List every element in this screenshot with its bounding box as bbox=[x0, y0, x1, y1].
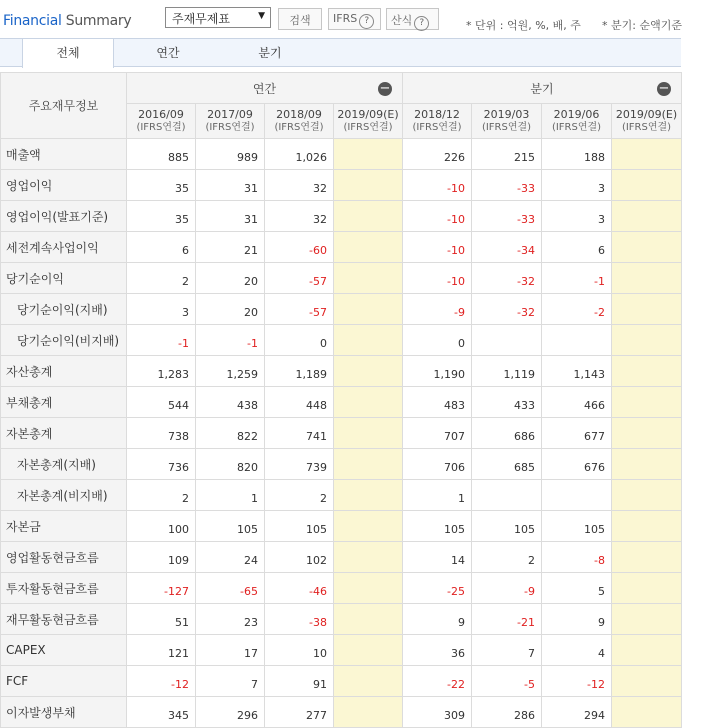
table-cell bbox=[542, 325, 612, 356]
table-cell: 820 bbox=[196, 449, 265, 480]
brand-title-part1: Financial bbox=[3, 13, 62, 29]
table-cell: -12 bbox=[542, 666, 612, 697]
table-cell bbox=[612, 170, 682, 201]
table-cell: -46 bbox=[265, 573, 334, 604]
table-cell: -9 bbox=[403, 294, 472, 325]
table-cell bbox=[612, 604, 682, 635]
table-cell bbox=[472, 325, 542, 356]
table-cell: -10 bbox=[403, 201, 472, 232]
table-cell bbox=[334, 604, 403, 635]
table-row bbox=[1, 356, 682, 387]
question-circle-icon: ? bbox=[359, 14, 374, 29]
table-row bbox=[1, 201, 682, 232]
table-cell bbox=[334, 356, 403, 387]
table-cell: 1 bbox=[196, 480, 265, 511]
table-cell: -32 bbox=[472, 263, 542, 294]
table-cell bbox=[334, 387, 403, 418]
table-row bbox=[1, 232, 682, 263]
table-cell: 1 bbox=[403, 480, 472, 511]
period-date: 2018/09 bbox=[276, 108, 322, 121]
table-cell: 121 bbox=[127, 635, 196, 666]
table-row bbox=[1, 635, 682, 666]
table-cell: 51 bbox=[127, 604, 196, 635]
table-cell bbox=[334, 666, 403, 697]
table-row bbox=[1, 604, 682, 635]
table-cell: 23 bbox=[196, 604, 265, 635]
period-basis: (IFRS연결) bbox=[136, 122, 186, 133]
period-date: 2017/09 bbox=[207, 108, 253, 121]
table-row bbox=[1, 449, 682, 480]
period-basis: (IFRS연결) bbox=[274, 122, 324, 133]
page-title bbox=[3, 13, 131, 29]
table-cell bbox=[612, 139, 682, 170]
table-cell: 35 bbox=[127, 201, 196, 232]
period-header bbox=[612, 104, 682, 139]
table-cell: 738 bbox=[127, 418, 196, 449]
period-basis: (IFRS연결) bbox=[412, 122, 462, 133]
table-cell bbox=[612, 542, 682, 573]
table-cell: 188 bbox=[542, 139, 612, 170]
table-cell bbox=[334, 139, 403, 170]
table-cell: 685 bbox=[472, 449, 542, 480]
table-cell bbox=[612, 480, 682, 511]
row-label: 세전계속사업이익 bbox=[1, 232, 127, 263]
table-cell: 1,143 bbox=[542, 356, 612, 387]
quarter-group-label: 분기 bbox=[530, 81, 554, 96]
table-cell: 739 bbox=[265, 449, 334, 480]
table-cell bbox=[334, 480, 403, 511]
table-cell: 105 bbox=[265, 511, 334, 542]
table-cell: 6 bbox=[542, 232, 612, 263]
table-cell: -32 bbox=[472, 294, 542, 325]
row-header: 주요재무정보 bbox=[1, 73, 127, 139]
table-row bbox=[1, 697, 682, 728]
table-cell: 109 bbox=[127, 542, 196, 573]
unit-note: * 단위 : 억원, %, 배, 주 bbox=[466, 19, 581, 32]
table-cell: 706 bbox=[403, 449, 472, 480]
table-cell: 10 bbox=[265, 635, 334, 666]
table-cell bbox=[612, 263, 682, 294]
table-cell: -57 bbox=[265, 294, 334, 325]
table-cell: -65 bbox=[196, 573, 265, 604]
table-cell: -1 bbox=[542, 263, 612, 294]
search-button[interactable] bbox=[278, 8, 322, 30]
table-cell: -22 bbox=[403, 666, 472, 697]
tab-quarter[interactable]: 분기 bbox=[258, 46, 282, 60]
table-cell: 17 bbox=[196, 635, 265, 666]
table-cell: 9 bbox=[403, 604, 472, 635]
table-cell: -5 bbox=[472, 666, 542, 697]
table-cell: 7 bbox=[196, 666, 265, 697]
table-cell: 544 bbox=[127, 387, 196, 418]
table-cell: 2 bbox=[265, 480, 334, 511]
table-cell: 105 bbox=[196, 511, 265, 542]
financial-summary-table bbox=[0, 72, 682, 728]
table-row bbox=[1, 294, 682, 325]
statement-type-select[interactable] bbox=[165, 7, 271, 28]
table-cell: 1,190 bbox=[403, 356, 472, 387]
period-header bbox=[542, 104, 612, 139]
row-label: 재무활동현금흐름 bbox=[1, 604, 127, 635]
brand-title-part2: Summary bbox=[65, 13, 132, 29]
table-cell bbox=[334, 449, 403, 480]
table-cell: 466 bbox=[542, 387, 612, 418]
table-cell: 677 bbox=[542, 418, 612, 449]
table-cell: 885 bbox=[127, 139, 196, 170]
table-row bbox=[1, 418, 682, 449]
tab-annual[interactable]: 연간 bbox=[156, 46, 180, 60]
table-cell bbox=[612, 666, 682, 697]
table-cell bbox=[612, 635, 682, 666]
period-header bbox=[403, 104, 472, 139]
question-circle-icon: ? bbox=[414, 16, 429, 31]
table-cell: -9 bbox=[472, 573, 542, 604]
table-cell: -12 bbox=[127, 666, 196, 697]
row-label: 자본총계(비지배) bbox=[1, 480, 127, 511]
table-cell bbox=[334, 325, 403, 356]
table-row bbox=[1, 139, 682, 170]
table-cell: 294 bbox=[542, 697, 612, 728]
row-label: 매출액 bbox=[1, 139, 127, 170]
period-header bbox=[265, 104, 334, 139]
table-cell: 35 bbox=[127, 170, 196, 201]
table-cell: 31 bbox=[196, 201, 265, 232]
table-cell: 3 bbox=[542, 170, 612, 201]
table-cell: -10 bbox=[403, 170, 472, 201]
annual-group-header bbox=[127, 73, 403, 104]
table-cell: -10 bbox=[403, 263, 472, 294]
table-cell bbox=[612, 294, 682, 325]
period-date: 2019/06 bbox=[553, 108, 600, 121]
table-cell: 707 bbox=[403, 418, 472, 449]
table-cell: -1 bbox=[196, 325, 265, 356]
period-header bbox=[472, 104, 542, 139]
annual-group-label: 연간 bbox=[252, 81, 277, 96]
table-cell bbox=[612, 325, 682, 356]
table-cell bbox=[334, 294, 403, 325]
table-cell: -2 bbox=[542, 294, 612, 325]
period-header bbox=[334, 104, 403, 139]
period-date: 2018/12 bbox=[414, 108, 460, 121]
table-cell: 1,026 bbox=[265, 139, 334, 170]
row-label: 당기순이익(비지배) bbox=[1, 325, 127, 356]
table-cell: 296 bbox=[196, 697, 265, 728]
formula-button[interactable] bbox=[386, 8, 439, 30]
minus-circle-icon[interactable]: − bbox=[658, 81, 670, 96]
ifrs-button-label: IFRS bbox=[333, 12, 358, 25]
table-cell: 1,119 bbox=[472, 356, 542, 387]
table-cell: 105 bbox=[403, 511, 472, 542]
table-cell: 4 bbox=[542, 635, 612, 666]
row-label: 자본금 bbox=[1, 511, 127, 542]
table-cell: -60 bbox=[265, 232, 334, 263]
table-cell bbox=[612, 232, 682, 263]
quarter-group-header bbox=[403, 73, 682, 104]
table-cell bbox=[612, 201, 682, 232]
table-cell bbox=[612, 356, 682, 387]
period-date: 2019/03 bbox=[483, 108, 530, 121]
table-row bbox=[1, 263, 682, 294]
formula-button-label: 산식 bbox=[391, 14, 413, 27]
row-label: 당기순이익 bbox=[1, 263, 127, 294]
table-cell: -10 bbox=[403, 232, 472, 263]
period-basis: (IFRS연결) bbox=[481, 122, 532, 133]
period-basis: (IFRS연결) bbox=[551, 122, 602, 133]
table-cell: 0 bbox=[265, 325, 334, 356]
table-cell: 102 bbox=[265, 542, 334, 573]
table-cell: 286 bbox=[472, 697, 542, 728]
table-row bbox=[1, 170, 682, 201]
table-cell: -57 bbox=[265, 263, 334, 294]
table-cell: 1,259 bbox=[196, 356, 265, 387]
table-cell: 2 bbox=[127, 263, 196, 294]
table-cell: 91 bbox=[265, 666, 334, 697]
row-label: 자산총계 bbox=[1, 356, 127, 387]
table-cell bbox=[334, 573, 403, 604]
tab-all[interactable]: 전체 bbox=[22, 39, 114, 68]
table-cell: 0 bbox=[403, 325, 472, 356]
table-cell: 686 bbox=[472, 418, 542, 449]
table-row bbox=[1, 511, 682, 542]
table-cell: 20 bbox=[196, 294, 265, 325]
row-label: 당기순이익(지배) bbox=[1, 294, 127, 325]
table-cell bbox=[334, 511, 403, 542]
table-cell: 20 bbox=[196, 263, 265, 294]
table-cell: 31 bbox=[196, 170, 265, 201]
table-cell: -21 bbox=[472, 604, 542, 635]
table-cell: 14 bbox=[403, 542, 472, 573]
table-cell: -33 bbox=[472, 201, 542, 232]
table-cell bbox=[334, 697, 403, 728]
period-basis: (IFRS연결) bbox=[205, 122, 255, 133]
row-label: 투자활동현금흐름 bbox=[1, 573, 127, 604]
period-basis: (IFRS연결) bbox=[621, 122, 672, 133]
table-cell: 24 bbox=[196, 542, 265, 573]
table-cell: 1,283 bbox=[127, 356, 196, 387]
period-basis: (IFRS연결) bbox=[343, 122, 393, 133]
table-cell: 100 bbox=[127, 511, 196, 542]
period-header bbox=[196, 104, 265, 139]
table-cell bbox=[334, 232, 403, 263]
row-label: 영업이익 bbox=[1, 170, 127, 201]
row-label: 영업이익(발표기준) bbox=[1, 201, 127, 232]
table-cell: 277 bbox=[265, 697, 334, 728]
table-cell: 32 bbox=[265, 201, 334, 232]
row-label: 이자발생부채 bbox=[1, 697, 127, 728]
row-label: FCF bbox=[1, 666, 127, 697]
table-cell: 2 bbox=[472, 542, 542, 573]
triangle-down-icon: ▼ bbox=[258, 11, 265, 21]
table-cell bbox=[612, 449, 682, 480]
table-cell bbox=[334, 263, 403, 294]
period-date: 2019/09(E) bbox=[337, 108, 399, 121]
toolbar bbox=[0, 0, 707, 38]
table-cell bbox=[472, 480, 542, 511]
table-cell: -8 bbox=[542, 542, 612, 573]
period-date: 2019/09(E) bbox=[615, 108, 678, 121]
statement-type-value: 주재무제표 bbox=[172, 12, 230, 26]
table-cell: 309 bbox=[403, 697, 472, 728]
table-cell: 7 bbox=[472, 635, 542, 666]
table-cell: 448 bbox=[265, 387, 334, 418]
table-cell bbox=[334, 418, 403, 449]
table-row bbox=[1, 542, 682, 573]
table-cell: 483 bbox=[403, 387, 472, 418]
table-cell bbox=[612, 387, 682, 418]
table-cell: 32 bbox=[265, 170, 334, 201]
table-cell: 736 bbox=[127, 449, 196, 480]
table-cell: 215 bbox=[472, 139, 542, 170]
search-button-label: 검색 bbox=[289, 14, 311, 27]
table-cell: 741 bbox=[265, 418, 334, 449]
minus-circle-icon[interactable]: − bbox=[379, 81, 391, 96]
table-cell: 3 bbox=[542, 201, 612, 232]
row-label: 자본총계 bbox=[1, 418, 127, 449]
table-cell: -34 bbox=[472, 232, 542, 263]
period-date: 2016/09 bbox=[138, 108, 184, 121]
table-cell: 3 bbox=[127, 294, 196, 325]
table-cell: 433 bbox=[472, 387, 542, 418]
table-cell: -1 bbox=[127, 325, 196, 356]
table-row bbox=[1, 387, 682, 418]
table-cell bbox=[612, 697, 682, 728]
period-basis-note: * 분기: 순액기준 bbox=[602, 19, 682, 32]
period-header bbox=[127, 104, 196, 139]
table-cell: 21 bbox=[196, 232, 265, 263]
table-cell bbox=[612, 418, 682, 449]
table-cell bbox=[612, 511, 682, 542]
table-row bbox=[1, 480, 682, 511]
table-cell: -38 bbox=[265, 604, 334, 635]
table-row bbox=[1, 666, 682, 697]
table-cell: 345 bbox=[127, 697, 196, 728]
table-cell: 105 bbox=[472, 511, 542, 542]
table-cell bbox=[334, 170, 403, 201]
table-cell bbox=[542, 480, 612, 511]
row-label: 부채총계 bbox=[1, 387, 127, 418]
row-label: 영업활동현금흐름 bbox=[1, 542, 127, 573]
table-cell bbox=[334, 542, 403, 573]
table-cell bbox=[334, 201, 403, 232]
table-row bbox=[1, 573, 682, 604]
table-cell: 438 bbox=[196, 387, 265, 418]
table-cell bbox=[334, 635, 403, 666]
row-label: CAPEX bbox=[1, 635, 127, 666]
table-cell: 6 bbox=[127, 232, 196, 263]
table-cell: -25 bbox=[403, 573, 472, 604]
table-cell: 822 bbox=[196, 418, 265, 449]
table-cell: 36 bbox=[403, 635, 472, 666]
table-cell: 5 bbox=[542, 573, 612, 604]
period-tabs bbox=[0, 38, 681, 67]
table-cell: 676 bbox=[542, 449, 612, 480]
table-cell: 2 bbox=[127, 480, 196, 511]
table-cell: 105 bbox=[542, 511, 612, 542]
table-cell: -127 bbox=[127, 573, 196, 604]
table-cell: -33 bbox=[472, 170, 542, 201]
table-cell: 1,189 bbox=[265, 356, 334, 387]
table-cell: 989 bbox=[196, 139, 265, 170]
ifrs-button[interactable] bbox=[328, 8, 381, 30]
table-cell bbox=[612, 573, 682, 604]
table-cell: 9 bbox=[542, 604, 612, 635]
table-cell: 226 bbox=[403, 139, 472, 170]
table-row bbox=[1, 325, 682, 356]
row-label: 자본총계(지배) bbox=[1, 449, 127, 480]
